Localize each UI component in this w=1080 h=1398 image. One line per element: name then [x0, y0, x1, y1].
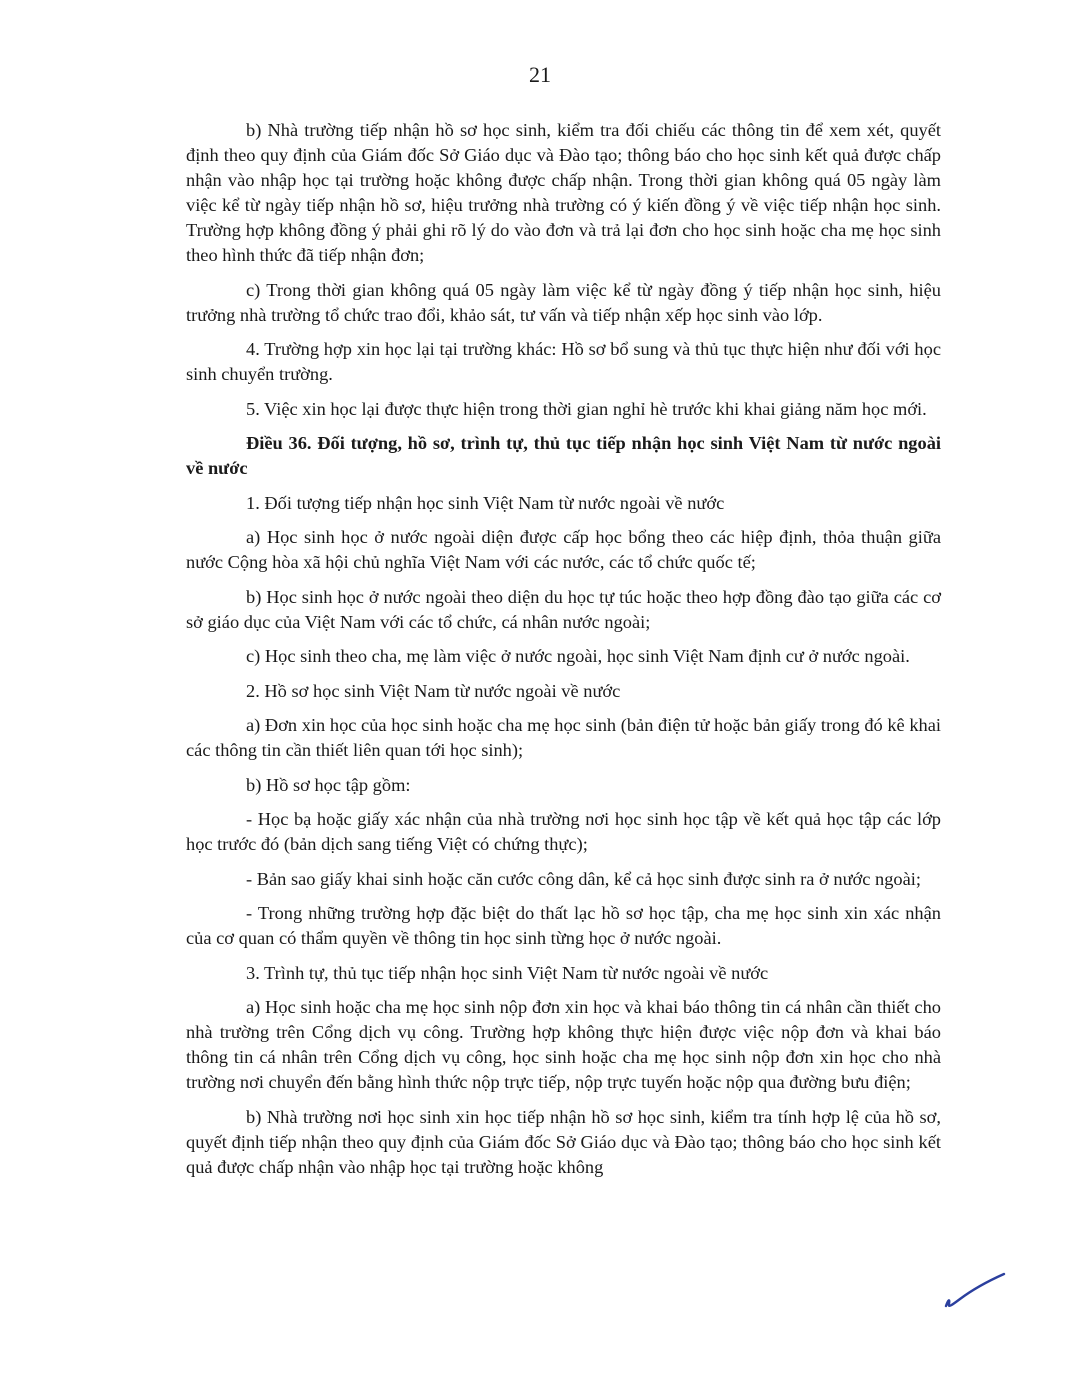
initials-signature [938, 1272, 1008, 1312]
document-body [186, 118, 941, 1189]
paragraph: b) Học sinh học ở nước ngoài theo diện du học tự túc hoặc theo hợp đồng đào tạo giữa các cơ sở giáo dục của Việt Nam với các tổ chức, cá nhân nước ngoài; [186, 586, 941, 632]
paragraph: 2. Hồ sơ học sinh Việt Nam từ nước ngoài về nước [246, 680, 621, 701]
paragraph: 3. Trình tự, thủ tục tiếp nhận học sinh Việt Nam từ nước ngoài về nước [246, 962, 769, 983]
paragraph: - Trong những trường hợp đặc biệt do thất lạc hồ sơ học tập, cha mẹ học sinh xin xác nhận của cơ quan có thẩm quyền về thông tin học sinh từng học ở nước ngoài. [186, 903, 941, 948]
paragraph: a) Đơn xin học của học sinh hoặc cha mẹ học sinh (bản điện tử hoặc bản giấy trong đó kê khai các thông tin cần thiết liên quan tới học sinh); [186, 715, 941, 760]
paragraph: 1. Đối tượng tiếp nhận học sinh Việt Nam từ nước ngoài về nước [246, 492, 725, 513]
paragraph: a) Học sinh hoặc cha mẹ học sinh nộp đơn xin học và khai báo thông tin cá nhân cần thiết cho nhà trường trên Cổng dịch vụ công. Trường hợp không thực hiện được việc nộp đơn và khai báo thông tin cá nhân trên Cổng dịch vụ công, học sinh hoặc cha mẹ học sinh nộp đơn xin học cho nhà trường nơi chuyển đến bằng hình thức nộp trực tiếp, nộp trực tuyến hoặc nộp qua đường bưu điện; [186, 997, 941, 1092]
paragraph: - Học bạ hoặc giấy xác nhận của nhà trường nơi học sinh học tập về kết quả học tập các lớp học trước đó (bản dịch sang tiếng Việt có chứng thực); [186, 809, 941, 854]
paragraph: b) Hồ sơ học tập gồm: [246, 774, 411, 795]
paragraph: b) Nhà trường tiếp nhận hồ sơ học sinh, kiểm tra đối chiếu các thông tin để xem xét, quyết định theo quy định của Giám đốc Sở Giáo dục và Đào tạo; thông báo cho học sinh kết quả được chấp nhận vào nhập học tại trường hoặc không được chấp nhận. Trong thời gian không quá 05 ngày làm việc kể từ ngày tiếp nhận hồ sơ, hiệu trưởng nhà trường có ý kiến đồng ý về việc tiếp nhận học sinh. Trường hợp không đồng ý phải ghi rõ lý do vào đơn và trả lại đơn cho học sinh hoặc cha mẹ học sinh theo hình thức đã tiếp nhận đơn; [186, 120, 941, 265]
paragraph: - Bản sao giấy khai sinh hoặc căn cước công dân, kể cả học sinh được sinh ra ở nước ngoài; [246, 868, 921, 889]
paragraph: b) Nhà trường nơi học sinh xin học tiếp nhận hồ sơ học sinh, kiểm tra tính hợp lệ của hồ sơ, quyết định tiếp nhận theo quy định của Giám đốc Sở Giáo dục và Đào tạo; thông báo cho học sinh kết quả được chấp nhận vào nhập học tại trường hoặc không [186, 1106, 941, 1177]
article-heading: Điều 36. Đối tượng, hồ sơ, trình tự, thủ tục tiếp nhận học sinh Việt Nam từ nước ngoài về nước [186, 433, 941, 478]
paragraph: 5. Việc xin học lại được thực hiện trong thời gian nghỉ hè trước khi khai giảng năm học mới. [246, 398, 927, 419]
paragraph: c) Trong thời gian không quá 05 ngày làm việc kể từ ngày đồng ý tiếp nhận học sinh, hiệu trưởng nhà trường tổ chức trao đổi, khảo sát, tư vấn và tiếp nhận xếp học sinh vào lớp. [186, 279, 941, 325]
paragraph: a) Học sinh học ở nước ngoài diện được cấp học bổng theo các hiệp định, thỏa thuận giữa nước Cộng hòa xã hội chủ nghĩa Việt Nam với các nước, các tổ chức quốc tế; [186, 527, 941, 572]
paragraph: c) Học sinh theo cha, mẹ làm việc ở nước ngoài, học sinh Việt Nam định cư ở nước ngoài. [246, 646, 910, 666]
page-number: 21 [529, 62, 551, 87]
paragraph: 4. Trường hợp xin học lại tại trường khác: Hồ sơ bổ sung và thủ tục thực hiện như đối với học sinh chuyển trường. [186, 339, 941, 384]
